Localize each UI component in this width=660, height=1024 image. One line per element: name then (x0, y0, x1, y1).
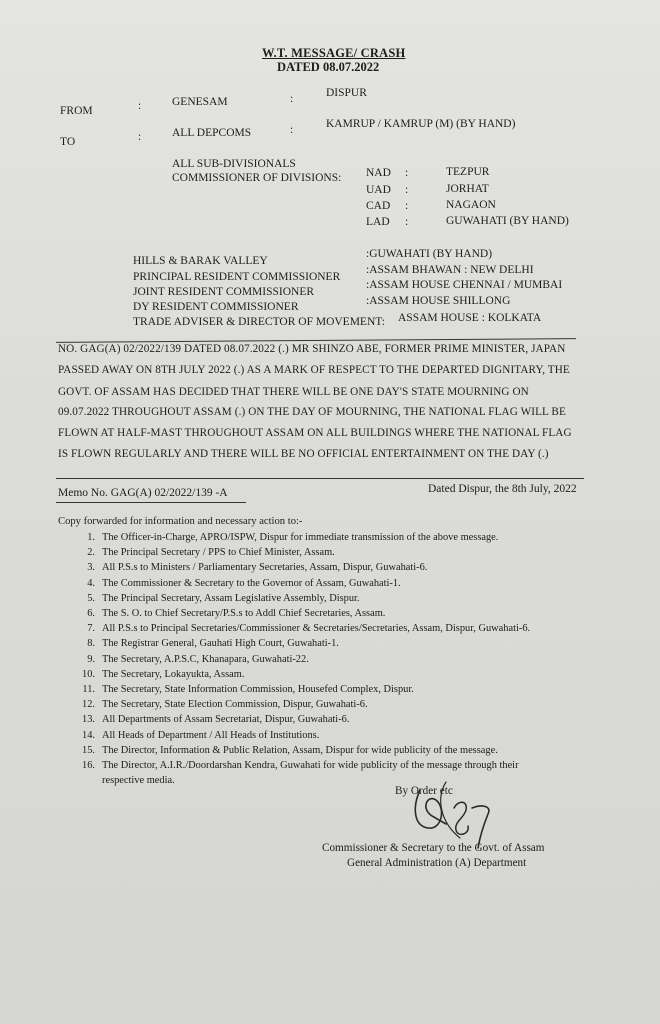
list-item (58, 591, 530, 606)
item-text: The Secretary, State Information Commission, Housefed Complex, Dispur. (102, 684, 414, 696)
list-item (58, 697, 530, 712)
list-item (58, 652, 530, 667)
item-text: All P.S.s to Principal Secretaries/Commissioner & Secretaries/Secretaries, Assam, Dispur, Guwahati-6. (102, 623, 531, 635)
item-text: The Secretary, A.P.S.C, Khanapara, Guwahati-22. (102, 653, 309, 665)
item-text: The Director, A.I.R./Doordarshan Kendra, Guwahati for wide publicity of the message through their (102, 760, 519, 772)
from-label: FROM (60, 105, 93, 117)
item-text: The Director, Information & Public Relation, Assam, Dispur for wide publicity of the message. (102, 744, 498, 756)
division-place: JORHAT (446, 183, 489, 195)
recipient-name: DY RESIDENT COMMISSIONER (133, 301, 299, 313)
message-line: PASSED AWAY ON 8TH JULY 2022 (.) AS A MARK OF RESPECT TO THE DEPARTED DIGNITARY, THE (58, 364, 570, 376)
division-sep: : (405, 216, 409, 228)
recipient-name: HILLS & BARAK VALLEY (133, 255, 268, 267)
division-sep: : (405, 184, 409, 196)
message-title: W.T. MESSAGE/ CRASH (262, 46, 406, 60)
item-text: The Secretary, Lokayukta, Assam. (102, 668, 245, 680)
to-colon: : (138, 131, 142, 143)
item-number: 11. (82, 684, 95, 696)
division-place: GUWAHATI (BY HAND) (446, 215, 569, 227)
from-colon: : (138, 100, 142, 112)
message-line: IS FLOWN REGULARLY AND THERE WILL BE NO OFFICIAL ENTERTAINMENT ON THE DAY (.) (58, 448, 549, 460)
item-number: 6. (87, 608, 95, 620)
item-text: All Heads of Department / All Heads of Institutions. (102, 729, 320, 741)
item-text: All Departments of Assam Secretariat, Dispur, Guwahati-6. (102, 714, 350, 726)
item-number (58, 773, 102, 788)
item-text: The Principal Secretary / PPS to Chief Minister, Assam. (102, 547, 335, 559)
recipient-place: :ASSAM HOUSE CHENNAI / MUMBAI (366, 279, 563, 291)
division-code: NAD (366, 167, 391, 179)
recipient-name: PRINCIPAL RESIDENT COMMISSIONER (133, 271, 341, 283)
list-item (58, 560, 530, 575)
list-item (58, 728, 530, 743)
divider (56, 478, 584, 479)
list-item (58, 682, 530, 697)
list-item (58, 758, 530, 773)
division-code: CAD (366, 200, 391, 212)
item-text: The Officer-in-Charge, APRO/ISPW, Dispur for immediate transmission of the above message. (102, 532, 499, 543)
signatory-department: General Administration (A) Department (347, 857, 527, 869)
list-item (58, 667, 530, 682)
subdivisionals-line-1: ALL SUB-DIVISIONALS (172, 158, 296, 170)
message-line: NO. GAG(A) 02/2022/139 DATED 08.07.2022 (.) MR SHINZO ABE, FORMER PRIME MINISTER, JAPAN (58, 343, 566, 355)
item-number: 3. (87, 562, 95, 574)
division-place: TEZPUR (446, 166, 490, 178)
item-number: 9. (87, 653, 95, 665)
list-item (58, 606, 530, 621)
item-text: The Principal Secretary, Assam Legislative Assembly, Dispur. (102, 592, 360, 604)
item-number: 5. (87, 592, 95, 604)
division-place: NAGAON (446, 199, 496, 211)
item-text: The Commissioner & Secretary to the Governor of Assam, Guwahati-1. (102, 577, 401, 589)
item-number: 15. (82, 744, 95, 756)
from-name: GENESAM (172, 96, 228, 108)
recipient-place: :GUWAHATI (BY HAND) (366, 248, 493, 260)
item-number: 14. (82, 729, 95, 741)
recipient-place: :ASSAM BHAWAN : NEW DELHI (366, 264, 534, 276)
item-number: 2. (87, 547, 95, 559)
copy-list (58, 530, 530, 788)
message-line: 09.07.2022 THROUGHOUT ASSAM (.) ON THE DAY OF MOURNING, THE NATIONAL FLAG WILL BE (58, 406, 566, 418)
item-number: 8. (87, 638, 95, 650)
item-text: The S. O. to Chief Secretary/P.S.s to Addl Chief Secretaries, Assam. (102, 608, 386, 620)
division-code: UAD (366, 184, 391, 196)
item-number: 10. (82, 668, 95, 680)
list-item (58, 530, 530, 545)
from-colon-2: : (290, 93, 294, 105)
item-number: 12. (82, 699, 95, 711)
memo-number: Memo No. GAG(A) 02/2022/139 -A (58, 487, 228, 499)
item-text: The Secretary, State Election Commission, Dispur, Guwahati-6. (102, 699, 368, 711)
recipient-place: ASSAM HOUSE : KOLKATA (398, 312, 542, 324)
division-sep: : (405, 200, 409, 212)
message-line: FLOWN AT HALF-MAST THROUGHOUT ASSAM ON ALL BUILDINGS WHERE THE NATIONAL FLAG (58, 427, 572, 439)
by-order: By Order etc (395, 785, 453, 797)
recipient-place: :ASSAM HOUSE SHILLONG (366, 295, 511, 307)
message-line: GOVT. OF ASSAM HAS DECIDED THAT THERE WILL BE ONE DAY'S STATE MOURNING ON (58, 386, 529, 398)
item-text: respective media. (102, 775, 175, 787)
division-sep: : (405, 167, 409, 179)
item-number: 16. (82, 760, 95, 772)
memo-dated: Dated Dispur, the 8th July, 2022 (428, 483, 577, 495)
to-place: KAMRUP / KAMRUP (M) (BY HAND) (326, 118, 516, 130)
recipient-name: JOINT RESIDENT COMMISSIONER (133, 286, 315, 298)
from-place: DISPUR (326, 87, 367, 99)
division-code: LAD (366, 216, 390, 228)
list-item (58, 621, 530, 636)
signatory-designation: Commissioner & Secretary to the Govt. of Assam (322, 842, 545, 854)
copy-intro: Copy forwarded for information and necessary action to:- (58, 516, 303, 527)
list-item (58, 545, 530, 560)
recipient-name: TRADE ADVISER & DIRECTOR OF MOVEMENT: (133, 316, 385, 328)
list-item (58, 576, 530, 591)
to-label: TO (60, 136, 76, 148)
to-colon-2: : (290, 124, 294, 136)
message-date: DATED 08.07.2022 (277, 60, 380, 74)
list-item (58, 636, 530, 651)
item-number: 7. (87, 623, 95, 635)
subdivisionals-line-2: COMMISSIONER OF DIVISIONS: (172, 172, 342, 184)
item-number: 1. (87, 532, 95, 543)
item-number: 4. (87, 577, 95, 589)
item-text: All P.S.s to Ministers / Parliamentary Secretaries, Assam, Dispur, Guwahati-6. (102, 562, 428, 574)
item-text: The Registrar General, Gauhati High Court, Guwahati-1. (102, 638, 339, 650)
list-item (58, 712, 530, 727)
to-name: ALL DEPCOMS (172, 127, 252, 139)
list-item (58, 743, 530, 758)
divider (56, 502, 246, 503)
item-number: 13. (82, 714, 95, 726)
